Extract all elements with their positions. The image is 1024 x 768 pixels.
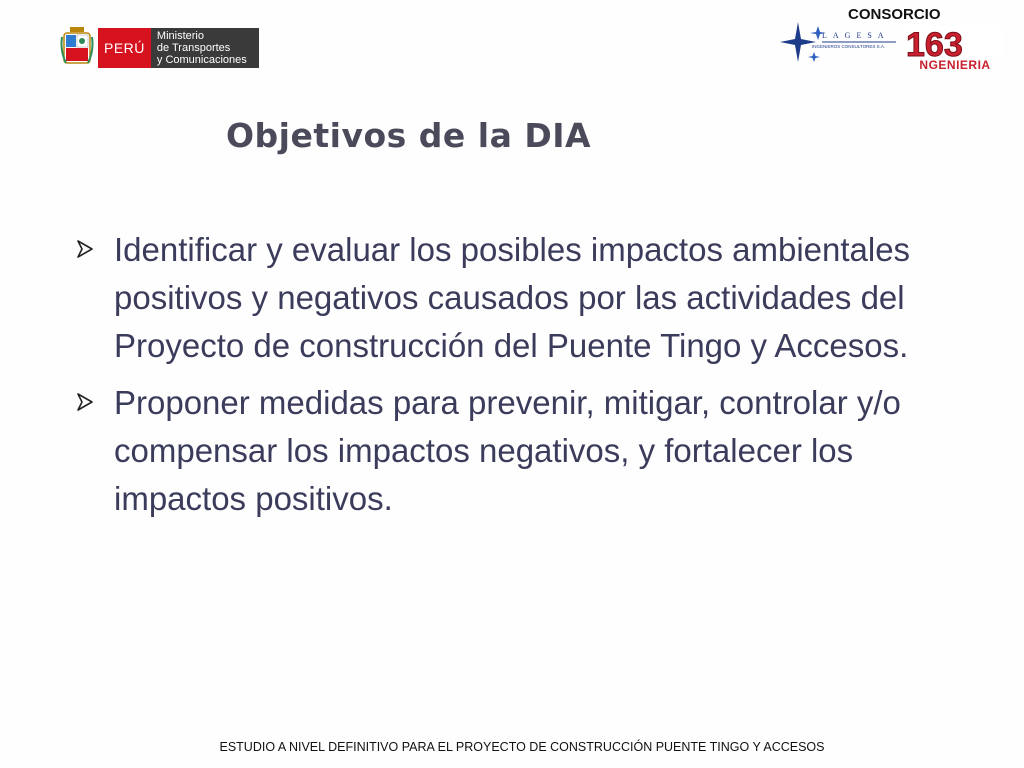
i63-subtitle: NGENIERIA	[919, 58, 991, 72]
bullet-list	[74, 226, 954, 532]
consorcio-label: CONSORCIO	[848, 6, 941, 23]
arrow-bullet-icon	[74, 238, 96, 260]
peru-coat-of-arms-icon	[60, 27, 94, 69]
i63-number: 163	[906, 26, 963, 64]
arrow-bullet-icon	[74, 391, 96, 413]
bullet-text: Proponer medidas para prevenir, mitigar, controlar y/o compensar los impactos negativos, y fortalecer los impactos positivos.	[114, 384, 901, 517]
peru-flag-block	[98, 28, 151, 68]
ministry-label: Ministerio de Transportes y Comunicaciones	[151, 28, 259, 68]
footer-text: ESTUDIO A NIVEL DEFINITIVO PARA EL PROYECTO DE CONSTRUCCIÓN PUENTE TINGO Y ACCESOS	[219, 740, 825, 754]
peru-label: PERÚ	[104, 40, 145, 56]
bullet-item	[74, 379, 954, 523]
slide-title: Objetivos de la DIA	[226, 116, 592, 155]
bullet-text: Identificar y evaluar los posibles impactos ambientales positivos y negativos causados por las actividades del Proyecto de construcción del Puente Tingo y Accesos.	[114, 231, 911, 364]
lagesa-name: LAGESA	[822, 31, 890, 40]
bullet-item	[74, 226, 954, 370]
lagesa-subtitle: INGENIEROS CONSULTORES S.A.	[812, 44, 886, 49]
mtc-logo	[60, 26, 259, 70]
